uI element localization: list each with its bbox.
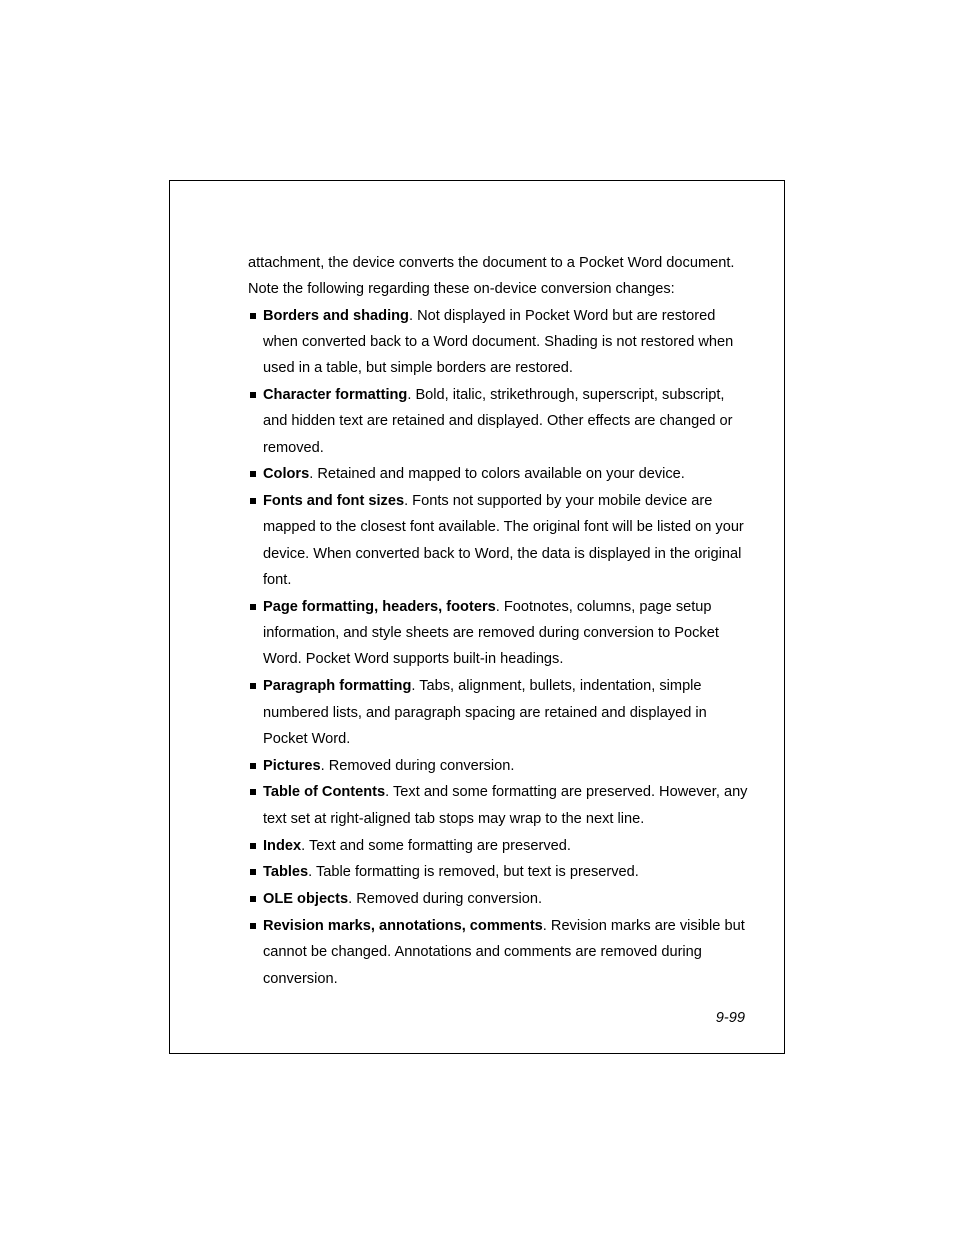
conversion-notes-list <box>248 303 748 992</box>
list-item <box>248 673 748 752</box>
item-term: OLE objects <box>263 891 349 908</box>
square-bullet-icon <box>250 392 256 398</box>
list-item <box>248 833 748 859</box>
item-text: . Footnotes, columns, page setup information, and style sheets are removed during conversion to Pocket Word. Pocket Word supports built-in headings. <box>263 598 719 668</box>
square-bullet-icon <box>250 763 256 769</box>
item-term: Pictures <box>263 757 321 774</box>
item-term: Table of Contents <box>263 784 386 801</box>
item-text: . Revision marks are visible but cannot be changed. Annotations and comments are removed during conversion. <box>263 917 745 987</box>
item-text: . Removed during conversion. <box>320 757 515 774</box>
document-body <box>248 250 748 992</box>
item-text: . Retained and mapped to colors available on your device. <box>309 466 685 483</box>
square-bullet-icon <box>250 789 256 795</box>
item-term: Character formatting <box>263 386 408 403</box>
item-text: . Text and some formatting are preserved. <box>301 837 571 854</box>
intro-line-1: attachment, the device converts the document to a Pocket Word document. <box>248 255 735 271</box>
item-text: . Removed during conversion. <box>348 891 543 908</box>
item-term: Page formatting, headers, footers <box>263 598 496 615</box>
item-text: . Not displayed in Pocket Word but are restored when converted back to a Word document. Shading is not restored when used in a table, but simple borders are restored. <box>263 307 734 377</box>
list-item <box>248 461 748 487</box>
intro-line-2: Note the following regarding these on-device conversion changes: <box>248 281 675 298</box>
item-term: Tables <box>263 864 309 881</box>
square-bullet-icon <box>250 869 256 875</box>
square-bullet-icon <box>250 471 256 477</box>
list-item <box>248 303 748 382</box>
list-item <box>248 859 748 885</box>
list-item <box>248 779 748 832</box>
item-text: . Text and some formatting are preserved. However, any text set at right-aligned tab stops may wrap to the next line. <box>263 784 748 827</box>
square-bullet-icon <box>250 843 256 849</box>
item-text: . Table formatting is removed, but text is preserved. <box>308 864 639 881</box>
item-term: Paragraph formatting <box>263 678 412 695</box>
list-item <box>248 382 748 461</box>
square-bullet-icon <box>250 896 256 902</box>
item-text: . Tabs, alignment, bullets, indentation, simple numbered lists, and paragraph spacing are retained and displayed in Pocket Word. <box>263 678 707 747</box>
item-term: Index <box>263 837 302 854</box>
item-term: Fonts and font sizes <box>263 493 405 510</box>
list-item <box>248 594 748 673</box>
square-bullet-icon <box>250 498 256 504</box>
item-text: . Fonts not supported by your mobile device are mapped to the closest font available. The original font will be listed on your device. When converted back to Word, the data is displayed in the original font. <box>263 493 744 589</box>
item-term: Revision marks, annotations, comments <box>263 917 543 934</box>
list-item <box>248 753 748 779</box>
item-text: . Bold, italic, strikethrough, superscript, subscript, and hidden text are retained and displayed. Other effects are changed or removed. <box>263 386 733 456</box>
list-item <box>248 886 748 912</box>
page-number: 9-99 <box>715 1010 745 1026</box>
square-bullet-icon <box>250 313 256 319</box>
square-bullet-icon <box>250 683 256 689</box>
item-term: Colors <box>263 466 310 483</box>
item-term: Borders and shading <box>263 307 409 324</box>
square-bullet-icon <box>250 923 256 929</box>
list-item <box>248 913 748 992</box>
square-bullet-icon <box>250 604 256 610</box>
list-item <box>248 488 748 593</box>
